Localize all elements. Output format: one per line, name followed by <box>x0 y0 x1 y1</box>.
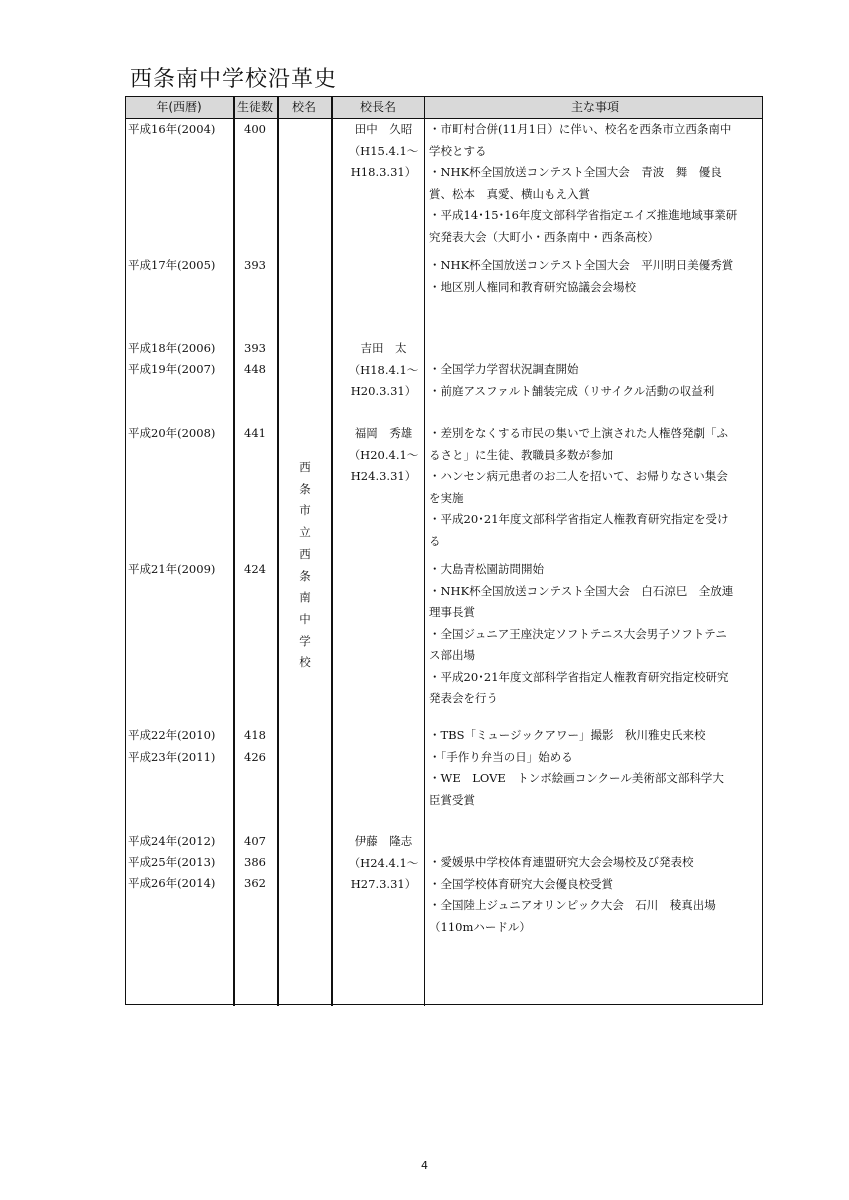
principal-term-end: H20.3.31） <box>350 384 417 398</box>
principal-term-end: H24.3.31） <box>350 469 417 483</box>
event-line: ・NHK杯全国放送コンテスト全国大会 白石涼巳 全放連 <box>429 583 734 598</box>
event-line: ・愛媛県中学校体育連盟研究大会会場校及び発表校 <box>429 855 694 869</box>
header-principal: 校長名 <box>359 100 396 114</box>
principal-term-end: H18.3.31） <box>350 165 417 179</box>
school-name-char: 南 <box>299 590 311 605</box>
column-divider <box>331 96 333 1006</box>
event-block <box>427 119 763 248</box>
principal-entry <box>340 831 427 896</box>
school-name-char: 市 <box>299 503 311 518</box>
event-line: るさと」に生徒、教職員多数が参加 <box>429 447 613 462</box>
principal-entry <box>340 338 427 403</box>
event-line: 学校とする <box>429 143 487 158</box>
event-block <box>427 359 763 402</box>
header-students: 生徒数 <box>236 100 273 114</box>
school-name-char: 西 <box>299 546 311 561</box>
student-count: 426 <box>244 750 266 764</box>
principal-term-start: （H20.4.1～ <box>348 447 419 462</box>
event-block <box>427 255 763 298</box>
year-cell: 平成19年(2007) <box>128 362 216 376</box>
principal-term-start: （H24.4.1～ <box>348 855 419 870</box>
principal-entry <box>340 423 427 488</box>
principal-term-start: （H18.4.1～ <box>348 362 419 377</box>
principal-name: 福岡 秀雄 <box>354 426 413 440</box>
event-line: ・全国学校体育研究大会優良校受賞 <box>429 876 613 891</box>
event-line: を実施 <box>429 490 464 505</box>
student-count: 393 <box>244 341 266 355</box>
school-name-char: 立 <box>299 525 311 540</box>
event-line: ス部出場 <box>429 648 475 662</box>
event-line: ・WE LOVE トンボ絵画コンクール美術部文部科学大 <box>429 771 724 785</box>
event-block <box>427 423 763 552</box>
event-line: ・平成20･21年度文部科学省指定人権教育研究指定を受け <box>429 512 729 526</box>
school-name-char: 学 <box>299 633 311 648</box>
event-block <box>427 559 763 710</box>
student-count: 424 <box>244 562 266 576</box>
school-name-char: 西 <box>299 460 311 474</box>
principal-term-start: （H15.4.1～ <box>348 143 419 158</box>
school-name-vertical <box>279 457 331 674</box>
school-name-char: 校 <box>299 655 311 670</box>
year-cell: 平成21年(2009) <box>128 562 216 576</box>
header-events: 主な事項 <box>570 100 619 114</box>
school-name-char: 中 <box>299 611 311 626</box>
school-name-char: 条 <box>299 568 311 583</box>
event-line: ・平成14･15･16年度文部科学省指定エイズ推進地域事業研 <box>429 208 738 222</box>
event-line: る <box>429 533 441 548</box>
event-block <box>427 725 763 811</box>
principal-term-end: H27.3.31） <box>350 877 417 891</box>
event-line: ・地区別人権同和教育研究協議会会場校 <box>429 279 636 294</box>
student-count: 400 <box>244 122 266 136</box>
event-line: 理事長賞 <box>429 605 475 619</box>
principal-entry <box>340 119 427 184</box>
event-line: ・ハンセン病元患者のお二人を招いて、お帰りなさい集会 <box>429 469 728 483</box>
event-line: 究発表大会（大町小・西条南中・西条高校） <box>429 229 659 244</box>
event-line: ・平成20･21年度文部科学省指定人権教育研究指定校研究 <box>429 669 729 684</box>
student-count: 418 <box>244 728 266 742</box>
page-number: 4 <box>421 1159 428 1172</box>
event-line: ・全国陸上ジュニアオリンピック大会 石川 稜真出場 <box>429 898 716 912</box>
event-line: ・全国学力学習状況調査開始 <box>429 362 579 376</box>
history-table <box>125 96 763 1006</box>
event-block <box>427 852 763 938</box>
principal-name: 吉田 太 <box>360 341 407 355</box>
school-name-char: 条 <box>299 481 311 496</box>
event-line: ・大島青松園訪問開始 <box>429 562 544 576</box>
principal-name: 伊藤 隆志 <box>354 834 413 848</box>
year-cell: 平成20年(2008) <box>128 426 216 440</box>
year-cell: 平成26年(2014) <box>128 876 216 890</box>
header-year: 年(西暦) <box>156 100 202 114</box>
year-cell: 平成17年(2005) <box>128 258 216 272</box>
event-line: ・NHK杯全国放送コンテスト全国大会 青波 舞 優良 <box>429 165 722 179</box>
event-line: 発表会を行う <box>429 691 498 705</box>
event-line: ・差別をなくする市民の集いで上演された人権啓発劇「ふ <box>429 426 728 440</box>
student-count: 407 <box>244 834 266 848</box>
event-line: ・全国ジュニア王座決定ソフトテニス大会男子ソフトテニ <box>429 626 727 641</box>
header-school: 校名 <box>291 100 316 114</box>
year-cell: 平成24年(2012) <box>128 834 216 848</box>
student-count: 386 <box>244 855 266 869</box>
year-cell: 平成16年(2004) <box>128 122 216 136</box>
event-line: ・「手作り弁当の日」始める <box>429 749 573 764</box>
year-cell: 平成22年(2010) <box>128 728 216 742</box>
year-cell: 平成23年(2011) <box>128 750 216 764</box>
year-cell: 平成18年(2006) <box>128 341 216 355</box>
event-line: ・市町村合併(11月1日）に伴い、校名を西条市立西条南中 <box>429 122 732 136</box>
event-line: ・前庭アスファルト舗装完成（リサイクル活動の収益利 <box>429 383 715 398</box>
event-line: ・TBS「ミュージックアワー」撮影 秋川雅史氏来校 <box>429 728 706 742</box>
student-count: 362 <box>244 876 266 890</box>
year-cell: 平成25年(2013) <box>128 855 216 869</box>
student-count: 448 <box>244 362 266 376</box>
student-count: 393 <box>244 258 266 272</box>
event-line: ・NHK杯全国放送コンテスト全国大会 平川明日美優秀賞 <box>429 258 734 272</box>
principal-name: 田中 久昭 <box>354 122 413 136</box>
event-line: （110mハードル） <box>429 919 531 934</box>
event-line: 臣賞受賞 <box>429 792 475 807</box>
event-line: 賞、松本 真愛、横山もえ入賞 <box>429 186 590 201</box>
page-title: 西条南中学校沿革史 <box>130 67 338 92</box>
student-count: 441 <box>244 426 266 440</box>
